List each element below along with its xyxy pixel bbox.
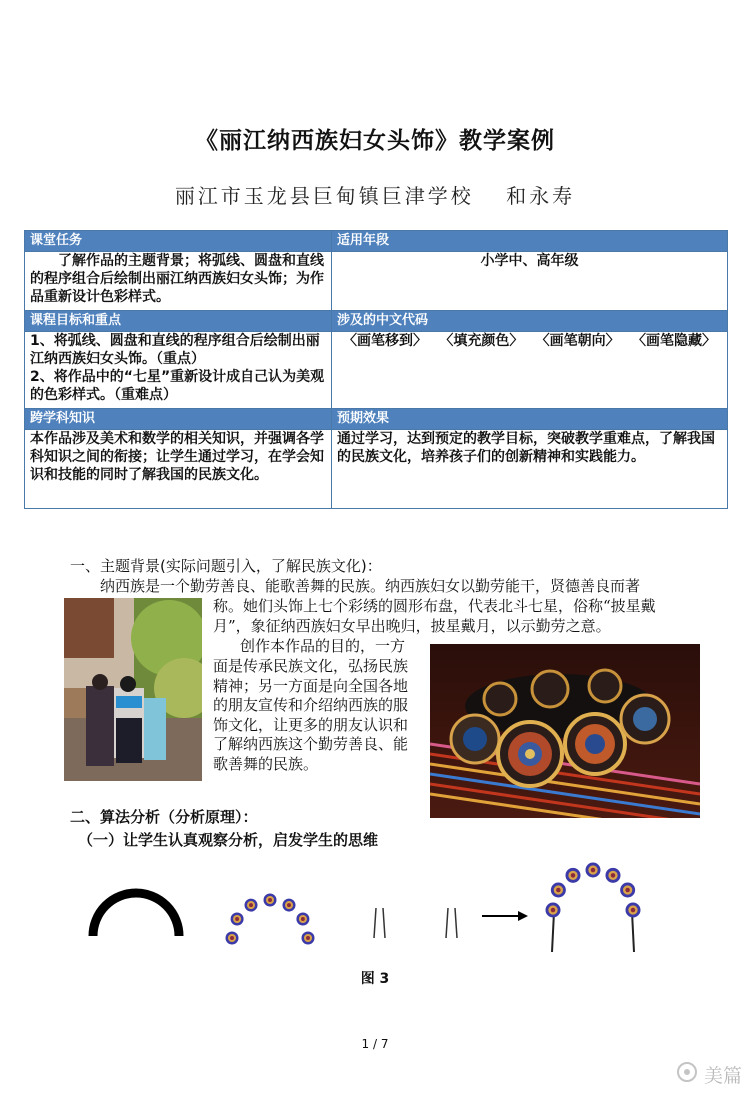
lesson-info-table <box>24 230 728 509</box>
section1-heading: 一、主题背景(实际问题引入，了解民族文化)： <box>70 557 382 575</box>
goal-item-1: 1、将弧线、圆盘和直线的程序组合后绘制出丽江纳西族妇女头饰。（重点） <box>30 333 320 367</box>
figure-3 <box>80 860 680 960</box>
effect-header: 预期效果 <box>332 409 728 430</box>
age-header: 适用年段 <box>332 231 728 252</box>
task-text: 了解作品的主题背景；将弧线、圆盘和直线的程序组合后绘制出丽江纳西族妇女头饰；为作品重新设计色彩样式。 <box>25 252 332 311</box>
cross-header: 跨学科知识 <box>25 409 332 430</box>
arrow-icon <box>482 911 528 921</box>
task-header: 课堂任务 <box>25 231 332 252</box>
section2-heading: 二、算法分析（分析原理）： <box>70 808 258 826</box>
goal-header: 课程目标和重点 <box>25 311 332 332</box>
combined-headdress-shape <box>546 863 641 953</box>
effect-text: 通过学习，达到预定的教学目标，突破教学重难点，了解我国的民族文化，培养孩子们的创新精神和实践能力。 <box>332 430 728 509</box>
section1-paragraph-cont: 称。她们头饰上七个彩绣的圆形布盘，代表北斗七星，俗称“披星戴月”，象征纳西族妇女早出晚归，披星戴月，以示勤劳之意。 <box>213 597 656 635</box>
goal-item-2: 2、将作品中的“七星”重新设计成自己认为美观的色彩样式。（重难点） <box>30 369 325 403</box>
code-pen-move: 〈画笔移到〉 <box>343 333 427 349</box>
section2-subheading: （一）让学生认真观察分析，启发学生的思维 <box>78 831 379 849</box>
purpose-first-line: 创作本作品的目的，一方 <box>240 637 406 655</box>
lines-shape <box>374 908 457 938</box>
code-pen-hide: 〈画笔隐藏〉 <box>631 333 716 349</box>
code-cell <box>332 332 728 409</box>
disc-arc-shape <box>226 894 315 945</box>
watermark-text: 美篇 <box>703 1065 742 1087</box>
age-text: 小学中、高年级 <box>332 252 728 311</box>
section1-paragraph-start: 纳西族是一个勤劳善良、能歌善舞的民族。纳西族妇女以勤劳能干，贤德善良而著 <box>100 577 641 595</box>
author-line: 丽江市玉龙县巨甸镇巨津学校 和永寿 <box>174 184 576 208</box>
goal-cell <box>25 332 332 409</box>
purpose-paragraph: 面是传承民族文化，弘扬民族精神；另一方面是向全国各地的朋友宣传和介绍纳西族的服饰文化，让更多的朋友认识和了解纳西族这个勤劳善良、能歌善舞的民族。 <box>213 657 409 773</box>
arc-shape <box>93 893 179 936</box>
meipian-logo-icon <box>675 1060 699 1089</box>
code-fill-color: 〈填充颜色〉 <box>439 333 524 349</box>
cross-text: 本作品涉及美术和数学的相关知识，并强调各学科知识之间的衔接；让学生通过学习，在学会知识和技能的同时了解我国的民族文化。 <box>25 430 332 509</box>
figure-caption: 图 3 <box>360 971 390 987</box>
street-photo <box>64 598 202 781</box>
headdress-photo <box>430 644 700 818</box>
document-title: 《丽江纳西族妇女头饰》教学案例 <box>195 128 555 154</box>
watermark <box>675 1060 742 1089</box>
code-header: 涉及的中文代码 <box>332 311 728 332</box>
code-pen-heading: 〈画笔朝向〉 <box>535 333 620 349</box>
page-number: 1 / 7 <box>361 1037 389 1051</box>
